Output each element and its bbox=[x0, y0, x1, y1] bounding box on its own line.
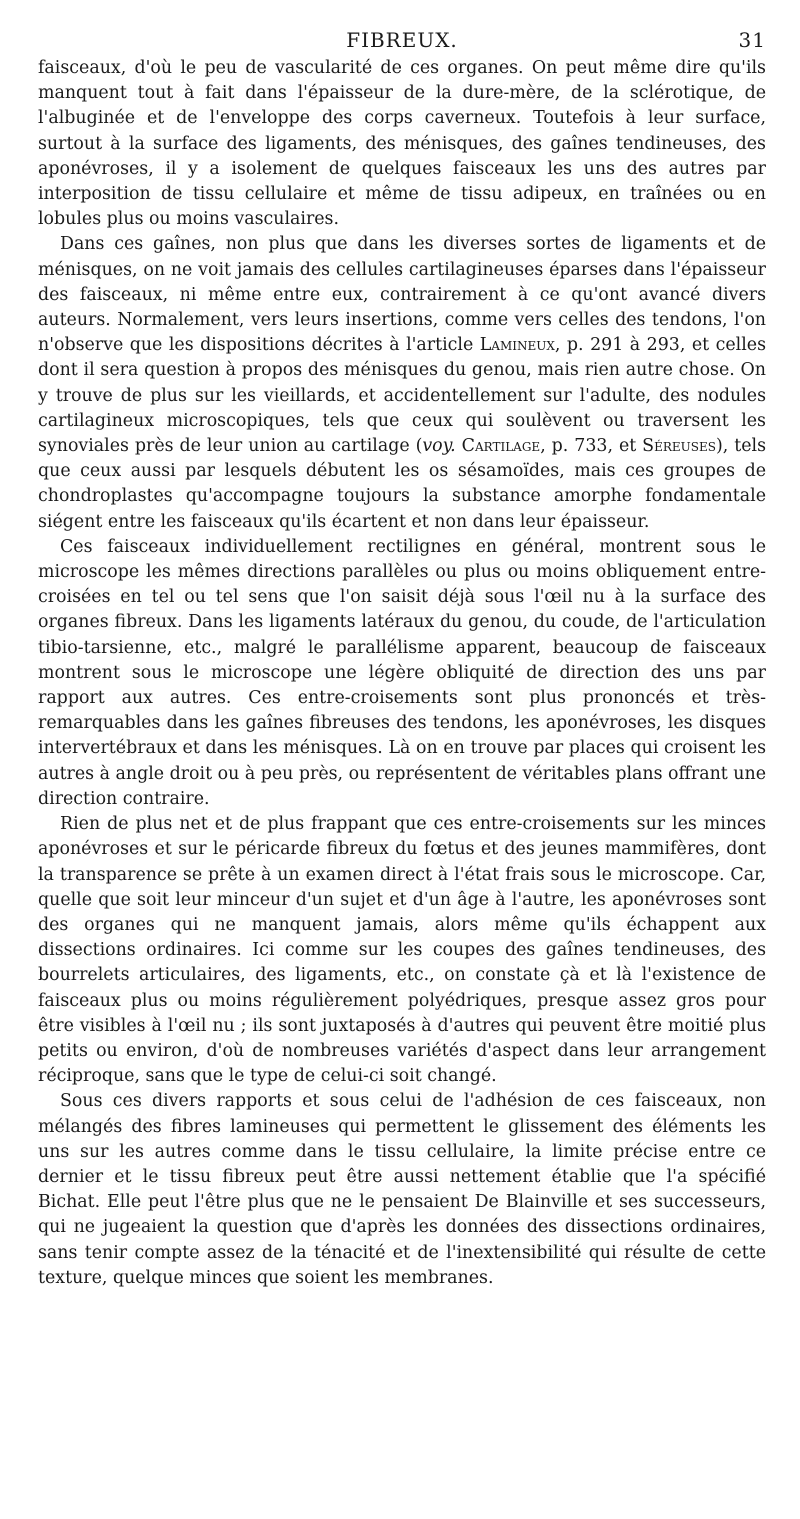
paragraph bbox=[38, 812, 766, 1089]
cross-reference: Cartilage bbox=[461, 436, 541, 457]
cross-reference: Séreuses bbox=[642, 436, 716, 457]
text-run: , p. 291 à 293, et celles dont il sera question à propos des ménisques du genou, mais rien autre chose. On y trouve de plus sur les vieillards, et accidentellement sur l'adulte, des nodules cartilagineux microscopiques, tels que ceux qui soulèvent ou traversent les synoviales près de leur union au cartilage ( bbox=[38, 335, 766, 457]
running-head: FIBREUX. bbox=[346, 28, 458, 52]
text-run: ), tels que ceux aussi par lesquels débutent les os sésamoïdes, mais ces groupes de chondroplastes qu'accompagne toujours la substance amorphe fondamentale siégent entre les faisceaux qu'ils écartent et non dans leur épaisseur. bbox=[38, 436, 766, 532]
text-run: Ces faisceaux individuellement rectilignes en général, montrent sous le microscope les mêmes directions parallèles ou plus ou moins obliquement entre-croisées en tel ou tel sens que l'on saisit déjà sous l'œil nu à la surface des organes fibreux. Dans les ligaments latéraux du genou, du coude, de l'articulation tibio-tarsienne, etc., malgré le parallélisme apparent, beaucoup de faisceaux montrent sous le microscope une légère obliquité de direction des uns par rapport aux autres. Ces entre-croisements sont plus prononcés et très-remarquables dans les gaînes fibreuses des tendons, les aponévroses, les disques intervertébraux et dans les ménisques. Là on en trouve par places qui croisent les autres à angle droit ou à peu près, ou représentent de véritables plans offrant une direction contraire. bbox=[38, 536, 766, 809]
text-run: Sous ces divers rapports et sous celui de l'adhésion de ces faisceaux, non mélangés des fibres lamineuses qui permettent le glissement des éléments les uns sur les autres comme dans le tissu cellulaire, la limite précise entre ce dernier et le tissu fibreux peut être aussi nettement établie que l'a spécifié Bichat. Elle peut l'être plus que ne le pensaient De Blainville et ses successeurs, qui ne jugeaient la question que d'après les données des dissections ordinaires, sans tenir compte assez de la ténacité et de l'inextensibilité qui résulte de cette texture, quelque minces que soient les membranes. bbox=[38, 1091, 766, 1288]
text-run: Dans ces gaînes, non plus que dans les diverses sortes de ligaments et de ménisques, on ne voit jamais des cellules cartilagineuses éparses dans l'épaisseur des faisceaux, ni même entre eux, contrairement à ce qu'ont avancé divers auteurs. Normalement, vers leurs insertions, comme vers celles des tendons, l'on n'observe que les dispositions décrites à l'article bbox=[38, 234, 766, 356]
cross-reference: Lamineux bbox=[479, 335, 555, 356]
page-number: 31 bbox=[738, 28, 766, 52]
book-page bbox=[38, 26, 766, 1291]
italic-text: voy. bbox=[422, 436, 456, 457]
text-run: Rien de plus net et de plus frappant que ces entre-croisements sur les minces aponévroses et sur le péricarde fibreux du fœtus et des jeunes mammifères, dont la transparence se prête à un examen direct à l'état frais sous le microscope. Car, quelle que soit leur minceur d'un sujet et d'un âge à l'autre, les aponévroses sont des organes qui ne manquent jamais, alors même qu'ils échappent aux dissections ordinaires. Ici comme sur les coupes des gaînes tendineuses, des bourrelets articulaires, des ligaments, etc., on constate çà et là l'existence de faisceaux plus ou moins régulièrement polyédriques, presque assez gros pour être visibles à l'œil nu ; ils sont juxtaposés à d'autres qui peuvent être moitié plus petits ou environ, d'où de nombreuses variétés d'aspect dans leur arrangement réciproque, sans que le type de celui-ci soit changé. bbox=[38, 814, 766, 1087]
page-header bbox=[38, 26, 766, 56]
text-run: , p. 733, et bbox=[540, 436, 643, 457]
paragraph bbox=[38, 56, 766, 232]
paragraph bbox=[38, 232, 766, 534]
text-run: faisceaux, d'où le peu de vascularité de ces organes. On peut même dire qu'ils manquent tout à fait dans l'épaisseur de la dure-mère, de la sclérotique, de l'albuginée et de l'enveloppe des corps caverneux. Toutefois à leur surface, surtout à la surface des ligaments, des ménisques, des gaînes tendineuses, des aponévroses, il y a isolement de quelques faisceaux les uns des autres par interposition de tissu cellulaire et même de tissu adipeux, en traînées ou en lobules plus ou moins vasculaires. bbox=[38, 58, 766, 230]
body-text bbox=[38, 56, 766, 1291]
paragraph bbox=[38, 1089, 766, 1291]
paragraph bbox=[38, 535, 766, 812]
